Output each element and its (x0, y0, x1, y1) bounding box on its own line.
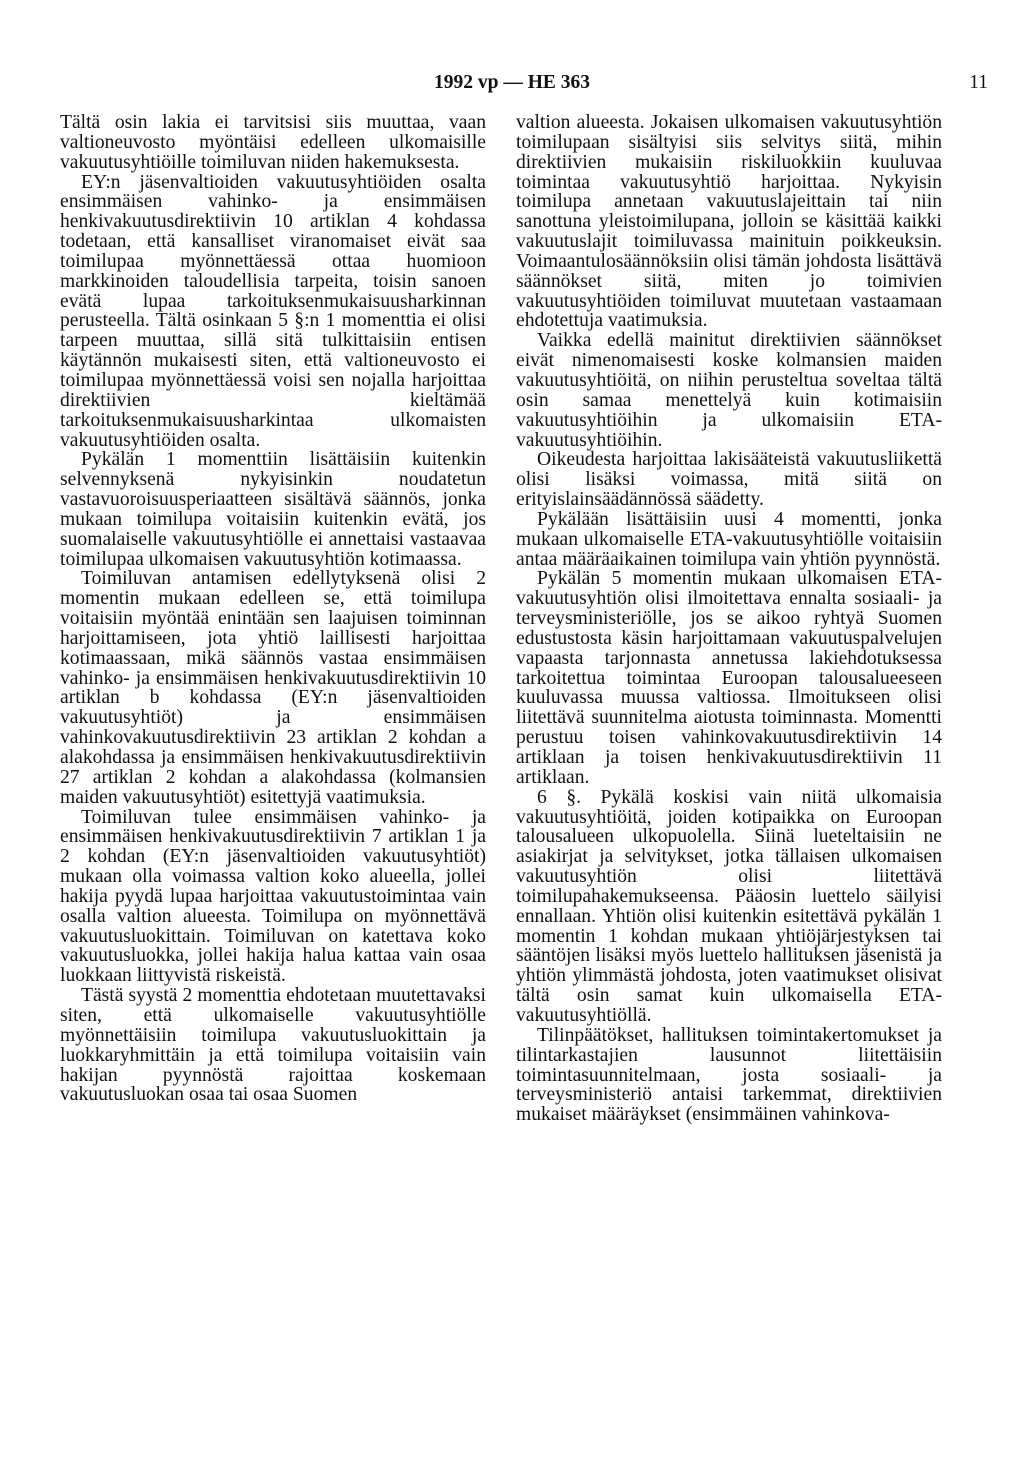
paragraph: 6 §. Pykälä koskisi vain niitä ulkomaisia vakuutusyhtiöitä, joiden kotipaikka on Euroopan talousalueen ulkopuolella. Siinä lueteltaisiin ne asiakirjat ja selvitykset, jotka tällaisen ulkomaisen vakuutusyhtiön olisi liitettävä toimilupahakemukseensa. Pääosin luettelo säilyisi ennallaan. Yhtiön olisi kuitenkin esitettävä pykälän 1 momentin 1 kohdan mukaan yhtiöjärjestyksen tai sääntöjen lisäksi myös luettelo hallituksen jäsenistä ja yhtiön ylimmästä johdosta, joten vaatimukset olisivat tältä osin samat kuin ulkomaisella ETA-vakuutusyhtiöllä. (516, 786, 942, 1026)
paragraph: Tästä syystä 2 momenttia ehdotetaan muutettavaksi siten, että ulkomaiselle vakuutusyhtiölle myönnettäisiin toimilupa vakuutusluokittain ja luokkaryhmittäin ja että toimilupa voitaisiin vain hakijan pyynnöstä rajoittaa koskemaan vakuutusluokan osaa tai osaa Suomen (60, 985, 486, 1106)
page-header (0, 68, 1024, 98)
paragraph: Tilinpäätökset, hallituksen toimintakertomukset ja tilintarkastajien lausunnot liitettäisiin toimintasuunnitelmaan, josta sosiaali- ja terveysministeriö antaisi tarkemmat, direktiivien mukaiset määräykset (ensimmäinen vahinkova- (516, 1024, 942, 1126)
paragraph: Tältä osin lakia ei tarvitsisi siis muuttaa, vaan valtioneuvosto myöntäisi edelleen ulkomaisille vakuutusyhtiöille toimiluvan niiden hakemuksesta. (60, 112, 486, 173)
paragraph: Toimiluvan tulee ensimmäisen vahinko- ja ensimmäisen henkivakuutusdirektiivin 7 artiklan 1 ja 2 kohdan (EY:n jäsenvaltioiden vakuutusyhtiöt) mukaan olla voimassa valtion koko alueella, jollei hakija pyydä lupaa harjoittaa vakuutustoimintaa vain osalla valtion alueesta. Toimilupa on myönnettävä vakuutusluokittain. Toimiluvan on katettava koko vakuutusluokka, jollei hakija halua kattaa vain osaa luokkaan liittyvistä riskeistä. (60, 806, 486, 987)
paragraph: Pykälän 1 momenttiin lisättäisiin kuitenkin selvennyksenä nykyisinkin noudatetun vastavuoroisuusperiaatteen sisältävä säännös, jonka mukaan toimilupa voitaisiin kuitenkin evätä, jos suomalaiselle vakuutusyhtiölle ei annettaisi vastaavaa toimilupaa ulkomaisen vakuutusyhtiön kotimaassa. (60, 449, 486, 570)
paragraph: Pykälän 5 momentin mukaan ulkomaisen ETA-vakuutusyhtiön olisi ilmoitettava ennalta sosiaali- ja terveysministeriölle, jos se aikoo ryhtyä Suomen edustustosta käsin harjoittamaan vakuutuspalvelujen vapaasta tarjonnasta annetussa lakiehdotuksessa tarkoitettua toimintaa Euroopan talousalueeseen kuuluvassa muussa valtiossa. Ilmoitukseen olisi liitettävä suunnitelma aiotusta toiminnasta. Momentti perustuu toisen vahinkovakuutusdirektiivin 14 artiklaan ja toisen henkivakuutusdirektiivin 11 artiklaan. (516, 568, 942, 788)
paragraph: valtion alueesta. Jokaisen ulkomaisen vakuutusyhtiön toimilupaan sisältyisi siis selvitys siitä, mihin direktiivien mukaisiin riskiluokkiin kuuluvaa toimintaa vakuutusyhtiö harjoittaa. Nykyisin toimilupa annetaan vakuutuslajeittain tai niin sanottuna yleistoimilupana, jolloin se käsittää kaikki vakuutuslajit toimiluvassa mainituin poikkeuksin. Voimaantulosäännöksiin olisi tämän johdosta lisättävä säännökset siitä, miten jo toimivien vakuutusyhtiöiden toimiluvat muutetaan vastaamaan ehdotettuja vaatimuksia. (516, 112, 942, 332)
paragraph: Toimiluvan antamisen edellytyksenä olisi 2 momentin mukaan edelleen se, että toimilupa voitaisiin myöntää enintään sen laajuisen toiminnan harjoittamiseen, jota yhtiö laillisesti harjoittaa kotimaassaan, mikä säännös vastaa ensimmäisen vahinko- ja ensimmäisen henkivakuutusdirektiivin 10 artiklan b kohdassa (EY:n jäsenvaltioiden vakuutusyhtiöt) ja ensimmäisen vahinkovakuutusdirektiivin 23 artiklan 2 kohdan a alakohdassa ja ensimmäisen henkivakuutusdirektiivin 27 artiklan 2 kohdan a alakohdassa (kolmansien maiden vakuutusyhtiöt) esitettyjä vaatimuksia. (60, 568, 486, 808)
right-column (516, 113, 942, 1125)
document-title: 1992 vp — HE 363 (433, 72, 591, 93)
paragraph: Vaikka edellä mainitut direktiivien säännökset eivät nimenomaisesti koske kolmansien maiden vakuutusyhtiöitä, on niihin perusteltua soveltaa tältä osin samaa menettelyä kuin kotimaisiin vakuutusyhtiöihin ja ulkomaisiin ETA-vakuutusyhtiöihin. (516, 330, 942, 451)
left-column (60, 113, 486, 1105)
page-number: 11 (969, 72, 988, 93)
paragraph: Pykälään lisättäisiin uusi 4 momentti, jonka mukaan ulkomaiselle ETA-vakuutusyhtiölle voitaisiin antaa määräaikainen toimilupa vain yhtiön pyynnöstä. (516, 508, 942, 570)
paragraph: Oikeudesta harjoittaa lakisääteistä vakuutusliikettä olisi lisäksi voimassa, mitä siitä on erityislainsäädännössä säädetty. (516, 449, 942, 511)
paragraph: EY:n jäsenvaltioiden vakuutusyhtiöiden osalta ensimmäisen vahinko- ja ensimmäisen henkivakuutusdirektiivin 10 artiklan 4 kohdassa todetaan, että kansalliset viranomaiset eivät saa toimilupaa myönnettäessä ottaa huomioon markkinoiden taloudellisia tarpeita, toisin sanoen evätä lupaa tarkoituksenmukaisuusharkinnan perusteella. Tältä osinkaan 5 §:n 1 momenttia ei olisi tarpeen muuttaa, sillä sitä tulkittaisiin entisen käytännön mukaisesti siten, että valtioneuvosto ei toimilupaa myönnettäessä voisi sen nojalla harjoittaa direktiivien kieltämää tarkoituksenmukaisuusharkintaa ulkomaisten vakuutusyhtiöiden osalta. (60, 171, 486, 451)
